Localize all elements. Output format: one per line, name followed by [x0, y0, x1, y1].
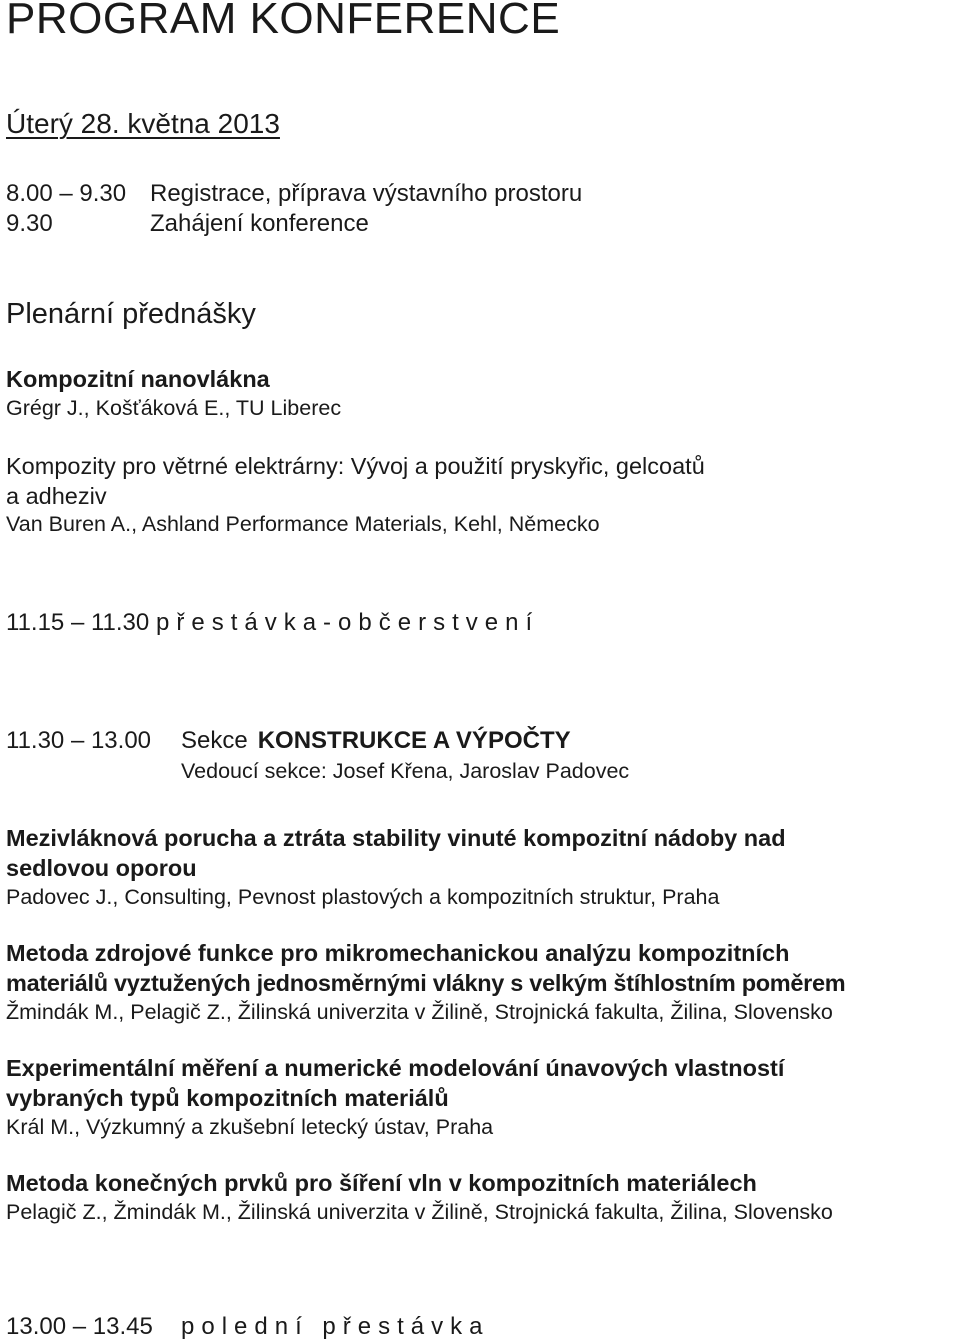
talk-title-cont: vybraných typů kompozitních materiálů [6, 1085, 449, 1111]
section-time: 11.30 – 13.00 [6, 727, 152, 754]
break-time: 13.00 – 13.45 [6, 1313, 153, 1340]
talk-title: Kompozity pro větrné elektrárny: Vývoj a použití pryskyřic, gelcoatů [6, 453, 705, 479]
schedule-text: Registrace, příprava výstavního prostoru [150, 180, 583, 207]
talk-title-cont: materiálů vyztužených jednosměrnými vlákny s velkým štíhlostním poměrem [6, 970, 846, 996]
talk-title: Metoda konečných prvků pro šíření vln v kompozitních materiálech [6, 1170, 757, 1196]
talk-authors: Grégr J., Košťáková E., TU Liberec [6, 396, 342, 420]
talk-title: Mezivláknová porucha a ztráta stability vinuté kompozitní nádoby nad [6, 825, 786, 851]
talk-title: Experimentální měření a numerické modelování únavových vlastností [6, 1055, 785, 1081]
section-name: KONSTRUKCE A VÝPOČTY [257, 727, 571, 754]
section-label: Sekce [181, 727, 248, 754]
talk-authors: Žmindák M., Pelagič Z., Žilinská univerzita v Žilině, Strojnická fakulta, Žilina, Slovensko [6, 1000, 833, 1024]
schedule-time: 9.30 [6, 210, 53, 237]
talk-title-cont: sedlovou oporou [6, 855, 197, 881]
break-row [6, 1313, 489, 1341]
talk-title: Kompozitní nanovlákna [6, 366, 270, 392]
break-text: polední přestávka [181, 1313, 490, 1340]
page-title: PROGRAM KONFERENCE [6, 0, 561, 43]
schedule-row [6, 210, 369, 238]
section-chairs: Vedoucí sekce: Josef Křena, Jaroslav Padovec [181, 759, 630, 783]
plenary-heading: Plenární přednášky [6, 298, 256, 330]
section-row [6, 727, 571, 755]
talk-authors: Král M., Výzkumný a zkušební letecký ústav, Praha [6, 1115, 494, 1139]
talk-authors: Van Buren A., Ashland Performance Materials, Kehl, Německo [6, 512, 600, 536]
talk-title: Metoda zdrojové funkce pro mikromechanickou analýzu kompozitních [6, 940, 790, 966]
schedule-row [6, 180, 582, 208]
talk-title-cont: a adheziv [6, 483, 107, 509]
break-text: přestávka-občerstvení [156, 609, 540, 636]
talk-authors: Pelagič Z., Žmindák M., Žilinská univerzita v Žilině, Strojnická fakulta, Žilina, Slovensko [6, 1200, 833, 1224]
schedule-time: 8.00 – 9.30 [6, 180, 127, 207]
schedule-text: Zahájení konference [150, 210, 369, 237]
break-row [6, 609, 539, 637]
talk-authors: Padovec J., Consulting, Pevnost plastových a kompozitních struktur, Praha [6, 885, 720, 909]
break-time: 11.15 – 11.30 [6, 609, 150, 636]
day-heading: Úterý 28. května 2013 [6, 108, 280, 139]
